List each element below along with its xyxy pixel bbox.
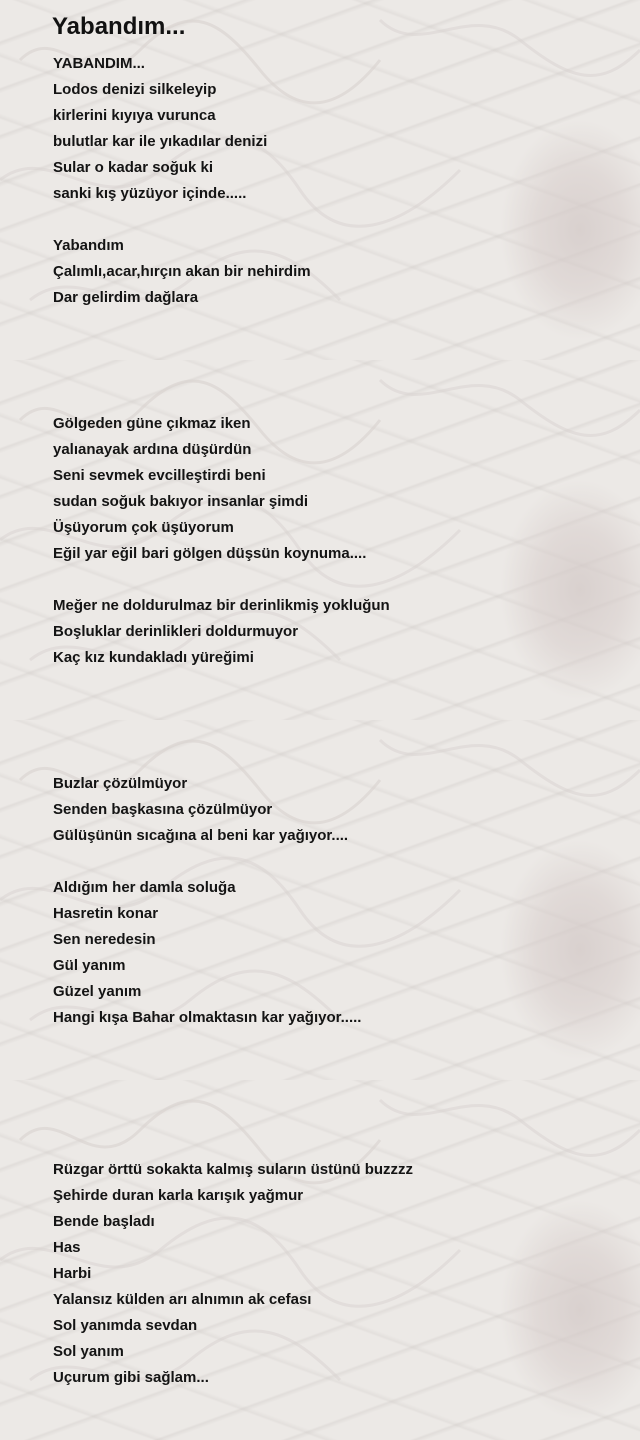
poem-line: Dar gelirdim dağlara — [53, 289, 199, 306]
poem-line: Çalımlı,acar,hırçın akan bir nehirdim — [53, 263, 311, 280]
poem-line: yalıanayak ardına düşürdün — [53, 441, 252, 458]
poem-line: Aldığım her damla soluğa — [53, 879, 236, 896]
poem-line: YABANDIM... — [53, 55, 145, 72]
poem-line: sanki kış yüzüyor içinde..... — [53, 185, 247, 202]
poem-line: Hasretin konar — [53, 905, 159, 922]
poem-line: Sular o kadar soğuk ki — [53, 159, 214, 176]
poem-line: Meğer ne doldurulmaz bir derinlikmiş yokluğun — [53, 597, 390, 614]
poem-line: Bende başladı — [53, 1213, 155, 1230]
poem-line: Lodos denizi silkeleyip — [53, 81, 217, 98]
poem-line: Güzel yanım — [53, 983, 142, 1000]
poem-line: Gül yanım — [53, 957, 126, 974]
poem-line: Gölgeden güne çıkmaz iken — [53, 415, 251, 432]
poem-line: Uçurum gibi sağlam... — [53, 1369, 209, 1386]
poem-line: Yabandım — [53, 237, 124, 254]
poem-line: Yalansız külden arı alnımın ak cefası — [53, 1291, 312, 1308]
poem-line: Hangi kışa Bahar olmaktasın kar yağıyor..... — [53, 1009, 362, 1026]
poem-line: Eğil yar eğil bari gölgen düşsün koynuma.... — [53, 545, 367, 562]
poem-line: Sol yanımda sevdan — [53, 1317, 198, 1334]
poem-line: kirlerini kıyıya vurunca — [53, 107, 216, 124]
poem-line: Buzlar çözülmüyor — [53, 775, 188, 792]
poem-line: sudan soğuk bakıyor insanlar şimdi — [53, 493, 309, 510]
poem-line: Sol yanım — [53, 1343, 124, 1360]
poem-title: Yabandım... — [52, 13, 186, 40]
poem-line: bulutlar kar ile yıkadılar denizi — [53, 133, 268, 150]
poem-line: Boşluklar derinlikleri doldurmuyor — [53, 623, 299, 640]
poem-line: Seni sevmek evcilleştirdi beni — [53, 467, 266, 484]
poem-line: Kaç kız kundakladı yüreğimi — [53, 649, 254, 666]
poem-line: Has — [53, 1239, 81, 1256]
poem-line: Senden başkasına çözülmüyor — [53, 801, 273, 818]
poem-line: Şehirde duran karla karışık yağmur — [53, 1187, 304, 1204]
poem-line: Rüzgar örttü sokakta kalmış suların üstünü buzzzz — [53, 1161, 414, 1178]
poem-line: Harbi — [53, 1265, 92, 1282]
poem-line: Gülüşünün sıcağına al beni kar yağıyor.... — [53, 827, 349, 844]
poem-line: Sen neredesin — [53, 931, 156, 948]
poem-line: Üşüyorum çok üşüyorum — [53, 519, 234, 536]
